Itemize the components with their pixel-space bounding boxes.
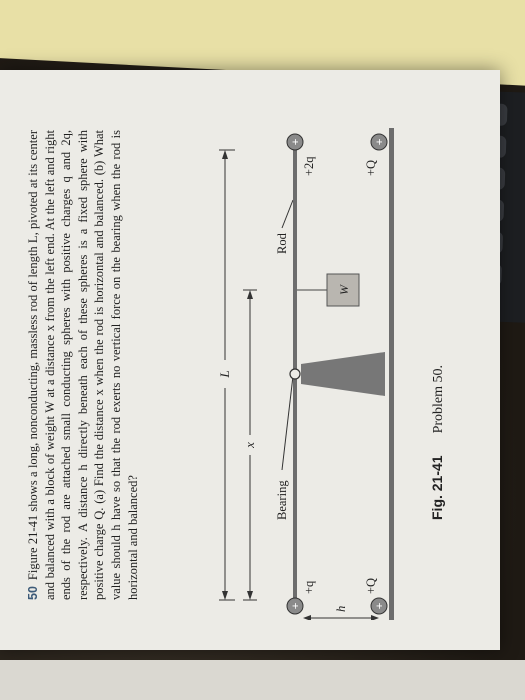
label-right-bottom: +Q: [364, 159, 378, 176]
h-dimension: [303, 606, 379, 620]
label-left-top: +q: [302, 580, 316, 594]
label-right-top: +2q: [302, 156, 316, 176]
label-W: W: [337, 285, 351, 295]
plus-sign: +: [372, 138, 386, 146]
page-fold: [0, 660, 525, 700]
problem-statement: Figure 21-41 shows a long, nonconducting, massless rod of length L, pivoted at its center and balanced with a block of weight W at a distance x from the left end. At the left and right ends of the rod are attached small conducting spheres with positive charges q and 2q, respectively. A distance h directly beneath each of these spheres is a fixed sphere with positive charge Q. (a) Find the distance x when the rod is horizontal and balanced. (b) What value should h have so that the rod exerts no vertical force on the bearing when the rod is horizontal and balanced?: [26, 130, 140, 600]
caption-label: Fig. 21-41: [429, 455, 445, 520]
bearing-leader: [282, 376, 293, 470]
problem-number: 50: [26, 586, 40, 600]
figure-caption: [429, 140, 447, 520]
problem-text-block: [25, 130, 141, 600]
label-rod: Rod: [275, 233, 289, 254]
label-left-bottom: +Q: [364, 577, 378, 594]
label-h: h: [334, 605, 348, 612]
pivot: [290, 369, 300, 379]
page-content: [17, 80, 507, 640]
label-L: L: [217, 370, 232, 378]
plus-sign: +: [288, 138, 302, 146]
label-bearing: Bearing: [275, 480, 289, 520]
pivot-support: [301, 352, 385, 396]
plus-sign: +: [288, 602, 302, 610]
caption-text: Problem 50.: [431, 364, 446, 434]
figure-21-41: [205, 100, 395, 620]
rod-leader: [282, 200, 293, 228]
label-x: x: [242, 442, 257, 448]
length-dimension: [217, 150, 235, 600]
ground: [389, 128, 394, 620]
x-dimension: [242, 290, 257, 600]
plus-sign: +: [372, 602, 386, 610]
